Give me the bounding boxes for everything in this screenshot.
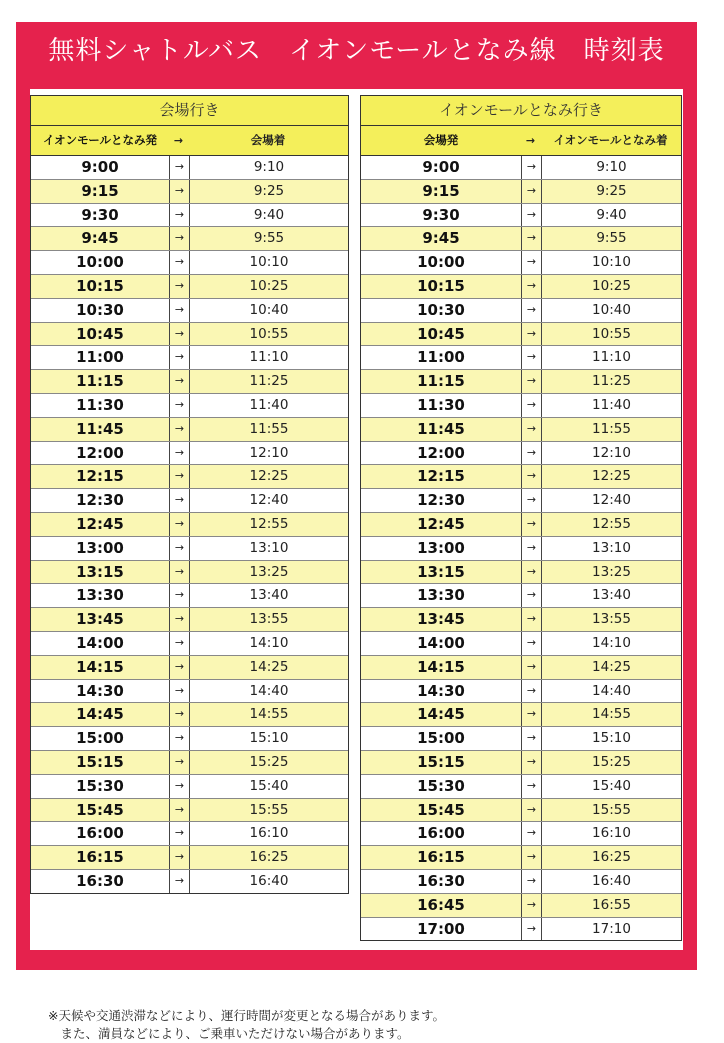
arrival-time: 14:55 [249,706,289,723]
arrival-time: 15:25 [592,753,631,770]
arrival-time: 13:55 [249,611,289,628]
arrival-time: 11:25 [249,373,289,390]
table-row [361,299,681,323]
table-row [361,537,681,561]
arrow-icon: → [170,703,190,726]
arrival-time: 9:55 [253,230,285,247]
table-row [31,656,348,680]
table-row [361,394,681,418]
departure-time: 11:45 [361,418,522,441]
arrow-icon: → [170,656,190,679]
table-row [361,846,681,870]
arrow-icon: → [522,442,542,465]
arrow-icon: → [522,656,542,679]
table-row [31,608,348,632]
departure-time: 15:15 [361,751,522,774]
departure-time: 9:00 [31,156,170,179]
arrow-icon: → [170,418,190,441]
departure-time: 16:30 [31,870,170,893]
table-row [31,632,348,656]
arrow-icon: → [170,370,190,393]
arrival-time: 16:40 [592,872,631,889]
arrow-icon: → [170,394,190,417]
arrow-icon: → [170,180,190,203]
arrow-icon: → [170,751,190,774]
departure-time: 15:30 [361,775,522,798]
table-row [31,227,348,251]
arrow-icon: → [522,489,542,512]
table-row [361,775,681,799]
arrow-icon: → [170,680,190,703]
arrival-time: 11:55 [249,420,289,437]
table-row [361,561,681,585]
departure-time: 12:00 [31,442,170,465]
arrival-time: 12:25 [592,468,631,485]
col-header-arrival: イオンモールとなみ着 [553,133,668,147]
arrow-icon: → [522,894,542,917]
arrival-time: 14:10 [592,634,631,651]
table-row [31,537,348,561]
arrow-icon: → [522,465,542,488]
arrow-icon: → [522,632,542,655]
table-row [31,442,348,466]
arrival-time: 13:25 [249,563,289,580]
departure-time: 15:15 [31,751,170,774]
departure-time: 15:45 [31,799,170,822]
table-row [361,870,681,894]
arrival-time: 10:10 [592,254,631,271]
arrival-time: 11:40 [592,396,631,413]
departure-time: 10:45 [31,323,170,346]
departure-time: 9:30 [361,204,522,227]
arrival-time: 16:55 [592,896,631,913]
arrival-time: 12:40 [592,492,631,509]
arrival-time: 9:40 [253,206,285,223]
arrival-time: 11:10 [249,349,289,366]
table-row [361,822,681,846]
table-row [361,251,681,275]
table-row [31,299,348,323]
arrow-icon: → [522,561,542,584]
table-row [361,680,681,704]
departure-time: 14:45 [31,703,170,726]
arrow-icon: → [170,156,190,179]
departure-time: 13:30 [31,584,170,607]
arrow-icon: → [170,465,190,488]
table-row [31,513,348,537]
departure-time: 11:00 [361,346,522,369]
departure-time: 15:45 [361,799,522,822]
arrival-time: 10:40 [249,301,289,318]
arrival-time: 10:55 [249,325,289,342]
col-header-departure: イオンモールとなみ発 [43,133,157,147]
table-row [361,180,681,204]
arrival-time: 12:10 [592,444,631,461]
table-header-to-venue: 会場行き [31,96,348,126]
arrow-icon: → [170,299,190,322]
column-headers-to-venue [31,126,348,156]
table-row [361,323,681,347]
departure-time: 13:45 [31,608,170,631]
departure-time: 12:30 [31,489,170,512]
arrow-icon: → [170,799,190,822]
table-row [31,418,348,442]
table-row [361,894,681,918]
table-row [31,489,348,513]
departure-time: 14:15 [361,656,522,679]
departure-time: 15:00 [31,727,170,750]
departure-time: 16:45 [361,894,522,917]
arrow-icon: → [522,727,542,750]
arrow-icon: → [170,608,190,631]
arrow-icon: → [170,537,190,560]
arrow-icon: → [170,204,190,227]
departure-time: 16:30 [361,870,522,893]
arrow-icon: → [522,227,542,250]
table-row [31,680,348,704]
table-row [361,632,681,656]
table-row [361,608,681,632]
table-row [361,418,681,442]
departure-time: 16:15 [361,846,522,869]
departure-time: 14:15 [31,656,170,679]
arrow-icon: → [522,204,542,227]
arrival-time: 12:40 [249,492,289,509]
departure-time: 12:45 [361,513,522,536]
arrival-time: 9:40 [596,206,627,223]
table-row [361,703,681,727]
arrival-time: 13:40 [249,587,289,604]
departure-time: 11:15 [361,370,522,393]
table-row [361,918,681,941]
arrival-time: 10:25 [249,277,289,294]
arrow-icon: → [522,775,542,798]
arrow-icon: → [170,561,190,584]
arrow-icon: → [522,680,542,703]
arrow-icon: → [170,632,190,655]
arrival-time: 10:10 [249,254,289,271]
arrow-icon: → [170,489,190,512]
arrival-time: 9:10 [253,159,285,175]
departure-time: 10:15 [31,275,170,298]
arrow-icon: → [522,275,542,298]
arrival-time: 16:40 [249,872,289,889]
arrival-time: 12:10 [249,444,289,461]
arrow-icon: → [170,346,190,369]
arrival-time: 9:55 [596,230,627,247]
departure-time: 10:15 [361,275,522,298]
departure-time: 12:45 [31,513,170,536]
table-row [31,394,348,418]
arrival-time: 14:25 [592,658,631,675]
arrow-icon: → [522,299,542,322]
arrow-icon: → [522,394,542,417]
departure-time: 9:15 [31,180,170,203]
arrow-icon: → [522,251,542,274]
arrival-time: 11:55 [592,420,631,437]
table-row [31,703,348,727]
arrival-time: 14:55 [592,706,631,723]
table-row [361,346,681,370]
departure-time: 12:30 [361,489,522,512]
departure-time: 13:00 [31,537,170,560]
footnote-line-2: また、満員などにより、ご乗車いただけない場合があります。 [48,1026,410,1041]
departure-time: 12:15 [361,465,522,488]
arrival-time: 16:10 [249,825,289,842]
table-row [361,275,681,299]
table-row [31,156,348,180]
col-header-arrow: → [173,134,184,147]
table-row [361,227,681,251]
table-to-venue [30,95,349,894]
table-row [31,775,348,799]
table-row [31,799,348,823]
table-row [31,870,348,893]
arrow-icon: → [170,227,190,250]
arrival-time: 15:55 [249,801,289,818]
footnote [48,1007,445,1043]
arrow-icon: → [522,156,542,179]
table-row [31,180,348,204]
arrow-icon: → [522,513,542,536]
arrow-icon: → [170,251,190,274]
departure-time: 10:30 [31,299,170,322]
arrow-icon: → [522,323,542,346]
arrow-icon: → [170,275,190,298]
arrival-time: 15:25 [249,753,289,770]
table-row [31,204,348,228]
arrival-time: 16:10 [592,825,631,842]
table-row [361,656,681,680]
arrow-icon: → [522,180,542,203]
departure-time: 14:45 [361,703,522,726]
arrow-icon: → [522,608,542,631]
table-row [361,156,681,180]
table-row [31,346,348,370]
arrow-icon: → [170,822,190,845]
table-row [31,561,348,585]
table-row [361,513,681,537]
departure-time: 13:30 [361,584,522,607]
arrival-time: 12:55 [592,515,631,532]
arrival-time: 17:10 [592,920,631,937]
arrow-icon: → [522,370,542,393]
arrival-time: 12:55 [249,515,289,532]
table-row [31,370,348,394]
table-row [361,751,681,775]
arrival-time: 11:25 [592,373,631,390]
departure-time: 9:45 [31,227,170,250]
departure-time: 11:45 [31,418,170,441]
departure-time: 13:00 [361,537,522,560]
arrival-time: 9:10 [596,159,627,175]
table-row [31,251,348,275]
departure-time: 11:00 [31,346,170,369]
departure-time: 17:00 [361,918,522,941]
departure-time: 14:30 [31,680,170,703]
arrival-time: 14:40 [249,682,289,699]
arrival-time: 9:25 [253,182,285,199]
departure-time: 13:15 [361,561,522,584]
col-header-arrow: → [525,134,536,147]
arrow-icon: → [170,846,190,869]
arrival-time: 11:40 [249,396,289,413]
table-row [361,465,681,489]
departure-time: 9:15 [361,180,522,203]
red-frame [16,22,697,1041]
arrival-time: 15:55 [592,801,631,818]
arrival-time: 15:40 [592,777,631,794]
arrival-time: 16:25 [249,849,289,866]
rows-to-aeon-mall [361,156,681,940]
departure-time: 16:00 [361,822,522,845]
arrival-time: 13:10 [592,539,631,556]
rows-to-venue [31,156,348,893]
arrow-icon: → [170,323,190,346]
arrow-icon: → [522,822,542,845]
table-row [361,489,681,513]
arrow-icon: → [170,513,190,536]
arrival-time: 13:55 [592,611,631,628]
col-header-arrival: 会場着 [250,133,286,147]
arrow-icon: → [170,584,190,607]
departure-time: 10:45 [361,323,522,346]
arrival-time: 14:40 [592,682,631,699]
departure-time: 10:30 [361,299,522,322]
arrow-icon: → [522,751,542,774]
table-row [31,465,348,489]
table-row [361,442,681,466]
departure-time: 11:30 [361,394,522,417]
timetable-panel [30,89,683,1041]
arrow-icon: → [522,346,542,369]
departure-time: 9:30 [31,204,170,227]
departure-time: 14:30 [361,680,522,703]
table-row [31,822,348,846]
arrow-icon: → [170,775,190,798]
arrival-time: 10:40 [592,301,631,318]
table-row [361,370,681,394]
arrow-icon: → [522,537,542,560]
arrow-icon: → [522,584,542,607]
departure-time: 15:00 [361,727,522,750]
table-row [31,846,348,870]
arrow-icon: → [170,442,190,465]
arrival-time: 11:10 [592,349,631,366]
arrow-icon: → [522,870,542,893]
arrival-time: 10:55 [592,325,631,342]
departure-time: 16:15 [31,846,170,869]
arrival-time: 15:40 [249,777,289,794]
arrow-icon: → [522,918,542,941]
arrival-time: 13:10 [249,539,289,556]
table-row [31,751,348,775]
arrival-time: 14:25 [249,658,289,675]
arrival-time: 13:40 [592,587,631,604]
arrow-icon: → [522,418,542,441]
departure-time: 10:00 [31,251,170,274]
page-title: 無料シャトルバス イオンモールとなみ線 時刻表 [48,36,665,66]
arrival-time: 13:25 [592,563,631,580]
table-row [361,204,681,228]
departure-time: 11:15 [31,370,170,393]
arrow-icon: → [170,727,190,750]
table-header-to-aeon-mall: イオンモールとなみ行き [361,96,681,126]
table-row [31,584,348,608]
arrow-icon: → [522,846,542,869]
departure-time: 14:00 [31,632,170,655]
departure-time: 11:30 [31,394,170,417]
departure-time: 9:00 [361,156,522,179]
table-to-aeon-mall [360,95,682,941]
departure-time: 16:00 [31,822,170,845]
arrival-time: 16:25 [592,849,631,866]
arrival-time: 12:25 [249,468,289,485]
arrow-icon: → [522,799,542,822]
arrival-time: 15:10 [249,730,289,747]
table-row [31,275,348,299]
column-headers-to-aeon-mall [361,126,681,156]
arrival-time: 9:25 [596,182,627,199]
table-row [361,799,681,823]
departure-time: 12:15 [31,465,170,488]
arrival-time: 10:25 [592,277,631,294]
arrow-icon: → [170,870,190,893]
footnote-line-1: ※天候や交通渋滞などにより、運行時間が変更となる場合があります。 [48,1008,445,1023]
departure-time: 12:00 [361,442,522,465]
col-header-departure: 会場発 [423,133,459,147]
arrival-time: 14:10 [249,634,289,651]
arrival-time: 15:10 [592,730,631,747]
arrow-icon: → [522,703,542,726]
departure-time: 13:45 [361,608,522,631]
departure-time: 14:00 [361,632,522,655]
departure-time: 13:15 [31,561,170,584]
table-row [361,727,681,751]
table-row [31,323,348,347]
departure-time: 10:00 [361,251,522,274]
table-row [31,727,348,751]
departure-time: 9:45 [361,227,522,250]
departure-time: 15:30 [31,775,170,798]
table-row [361,584,681,608]
